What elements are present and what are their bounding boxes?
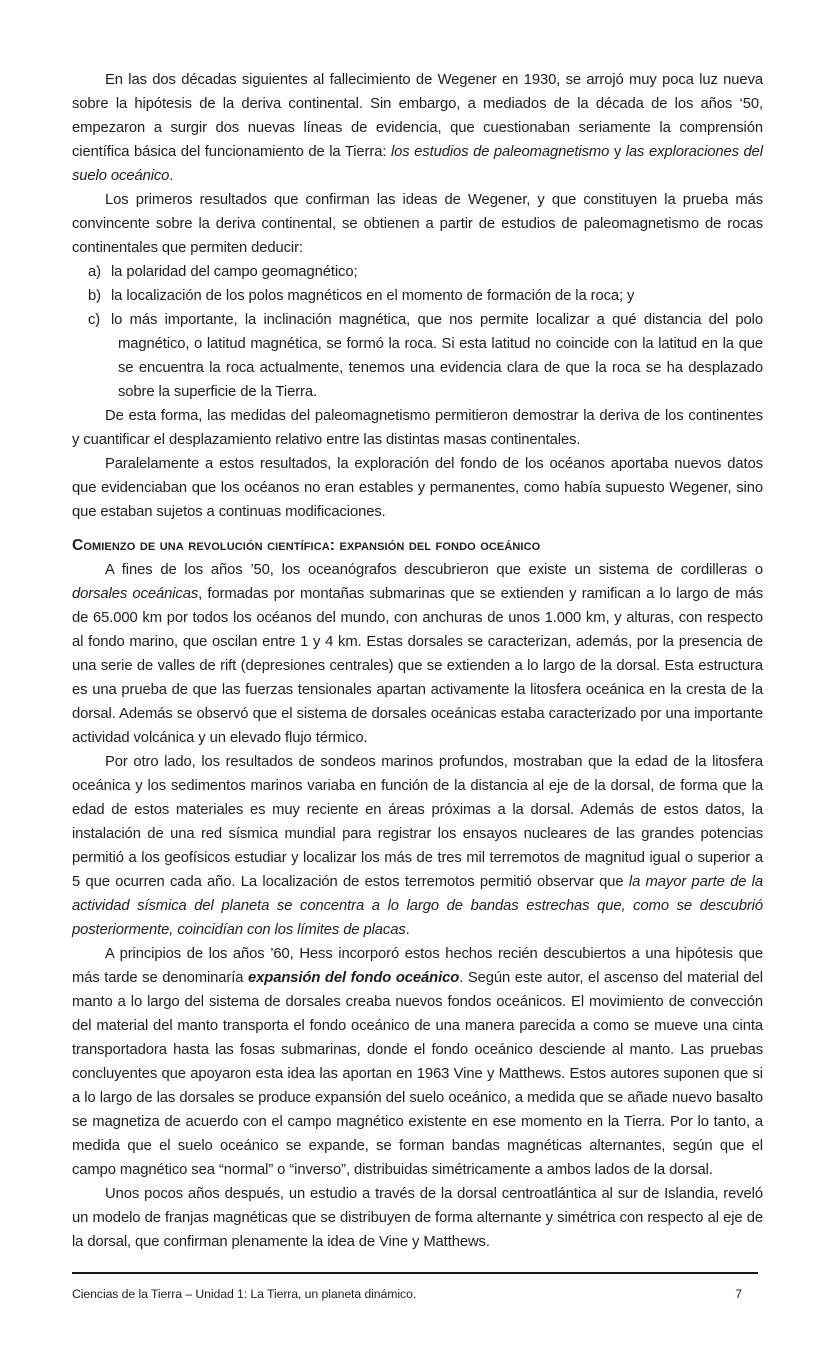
footer-rule (72, 1272, 758, 1274)
list-text-c: lo más importante, la inclinación magnética, que nos permite localizar a qué distancia del polo magnético, o latitud magnética, se formó la roca. Si esta latitud no coincide con la latitud en la que se encuentra la roca actualmente, tenemos una evidencia clara de que la roca se ha desplazado sobre la superficie de la Tierra. (111, 312, 763, 400)
list-item-a (72, 260, 763, 284)
list-item-b (72, 284, 763, 308)
list-text-a: la polaridad del campo geomagnético; (111, 264, 358, 280)
list-item-c (72, 308, 763, 404)
paragraph-paleomagnetism-results: Los primeros resultados que confirman las ideas de Wegener, y que constituyen la prueba más convincente sobre la deriva continental, se obtienen a partir de estudios de paleomagnetismo de rocas continentales que permiten deducir: (72, 192, 763, 256)
list-marker-b: b) (88, 288, 101, 304)
list-text-b: la localización de los polos magnéticos en el momento de formación de la roca; y (111, 288, 635, 304)
footer-course-title: Ciencias de la Tierra – Unidad 1: La Tierra, un planeta dinámico. (72, 1287, 417, 1301)
paragraph-iceland-study: Unos pocos años después, un estudio a través de la dorsal centroatlántica al sur de Islandia, reveló un modelo de franjas magnéticas que se distribuyen de forma alternante y simétrica con respecto al eje de la dorsal, que confirman plenamente la idea de Vine y Matthews. (72, 1186, 763, 1250)
section-heading: Comienzo de una revolución científica: expansión del fondo oceánico (72, 537, 541, 554)
paragraph-drift-demonstration: De esta forma, las medidas del paleomagnetismo permitieron demostrar la deriva de los continentes y cuantificar el desplazamiento relativo entre las distintas masas continentales. (72, 408, 763, 448)
page-number: 7 (735, 1287, 742, 1301)
paragraph-seismic-network: Por otro lado, los resultados de sondeos marinos profundos, mostraban que la edad de la litosfera oceánica y los sedimentos marinos variaba en función de la distancia al eje de la dorsal, de forma que la edad de estos materiales es muy reciente en áreas próximas a la dorsal. Además de estos datos, la instalación de una red sísmica mundial para registrar los ensayos nucleares de las grandes potencias permitió a los geofísicos estudiar y localizar los más de tres mil terremotos de magnitud igual o superior a 5 que ocurren cada año. La localización de estos terremotos permitió observar que la mayor parte de la actividad sísmica del planeta se concentra a lo largo de bandas estrechas que, como se descubrió posteriormente, coincidían con los límites de placas. (72, 754, 763, 938)
document-content (72, 68, 763, 1254)
paragraph-ocean-exploration: Paralelamente a estos resultados, la exploración del fondo de los océanos aportaba nuevos datos que evidenciaban que los océanos no eran estables y permanentes, como había supuesto Wegener, sino que estaban sujetos a continuas modificaciones. (72, 456, 763, 520)
paragraph-wegener-decades: En las dos décadas siguientes al fallecimiento de Wegener en 1930, se arrojó muy poca luz nueva sobre la hipótesis de la deriva continental. Sin embargo, a mediados de la década de los años ‘50, empezaron a surgir dos nuevas líneas de evidencia, que cuestionaban seriamente la comprensión científica básica del funcionamiento de la Tierra: los estudios de paleomagnetismo y las exploraciones del suelo oceánico. (72, 72, 763, 184)
list-marker-a: a) (88, 264, 101, 280)
footer-row (72, 1287, 758, 1301)
paragraph-hess-hypothesis: A principios de los años ’60, Hess incorporó estos hechos recién descubiertos a una hipótesis que más tarde se denominaría expansión del fondo oceánico. Según este autor, el ascenso del material del manto a lo largo del sistema de dorsales creaba nuevos fondos oceánicos. El movimiento de convección del material del manto transporta el fondo oceánico de una manera parecida a como se mueve una cinta transportadora hasta las fosas submarinas, donde el fondo oceánico desciende al manto. Las pruebas concluyentes que apoyaron esta idea las aportan en 1963 Vine y Matthews. Estos autores suponen que si a lo largo de las dorsales se produce expansión del suelo oceánico, a medida que se añade nuevo basalto se magnetiza de acuerdo con el campo magnético existente en ese momento en la Tierra. Por lo tanto, a medida que el suelo oceánico se expande, se forman bandas magnéticas alternantes, según que el campo magnético sea “normal” o “inverso”, distribuidas simétricamente a ambos lados de la dorsal. (72, 946, 763, 1178)
list-marker-c: c) (88, 312, 101, 328)
deduction-list (72, 260, 763, 404)
paragraph-oceanic-ridges: A fines de los años ’50, los oceanógrafos descubrieron que existe un sistema de cordilleras o dorsales oceánicas, formadas por montañas submarinas que se extienden y ramifican a lo largo de más de 65.000 km por todos los océanos del mundo, con anchuras de unos 1.000 km, y alturas, con respecto al fondo marino, que oscilan entre 1 y 4 km. Estas dorsales se caracterizan, además, por la presencia de una serie de valles de rift (depresiones centrales) que se extienden a lo largo de la dorsal. Esta estructura es una prueba de que las fuerzas tensionales apartan activamente la litosfera oceánica en la cresta de la dorsal. Además se observó que el sistema de dorsales oceánicas estaba caracterizado por una importante actividad volcánica y un elevado flujo térmico. (72, 562, 763, 746)
page-footer (72, 1272, 758, 1301)
